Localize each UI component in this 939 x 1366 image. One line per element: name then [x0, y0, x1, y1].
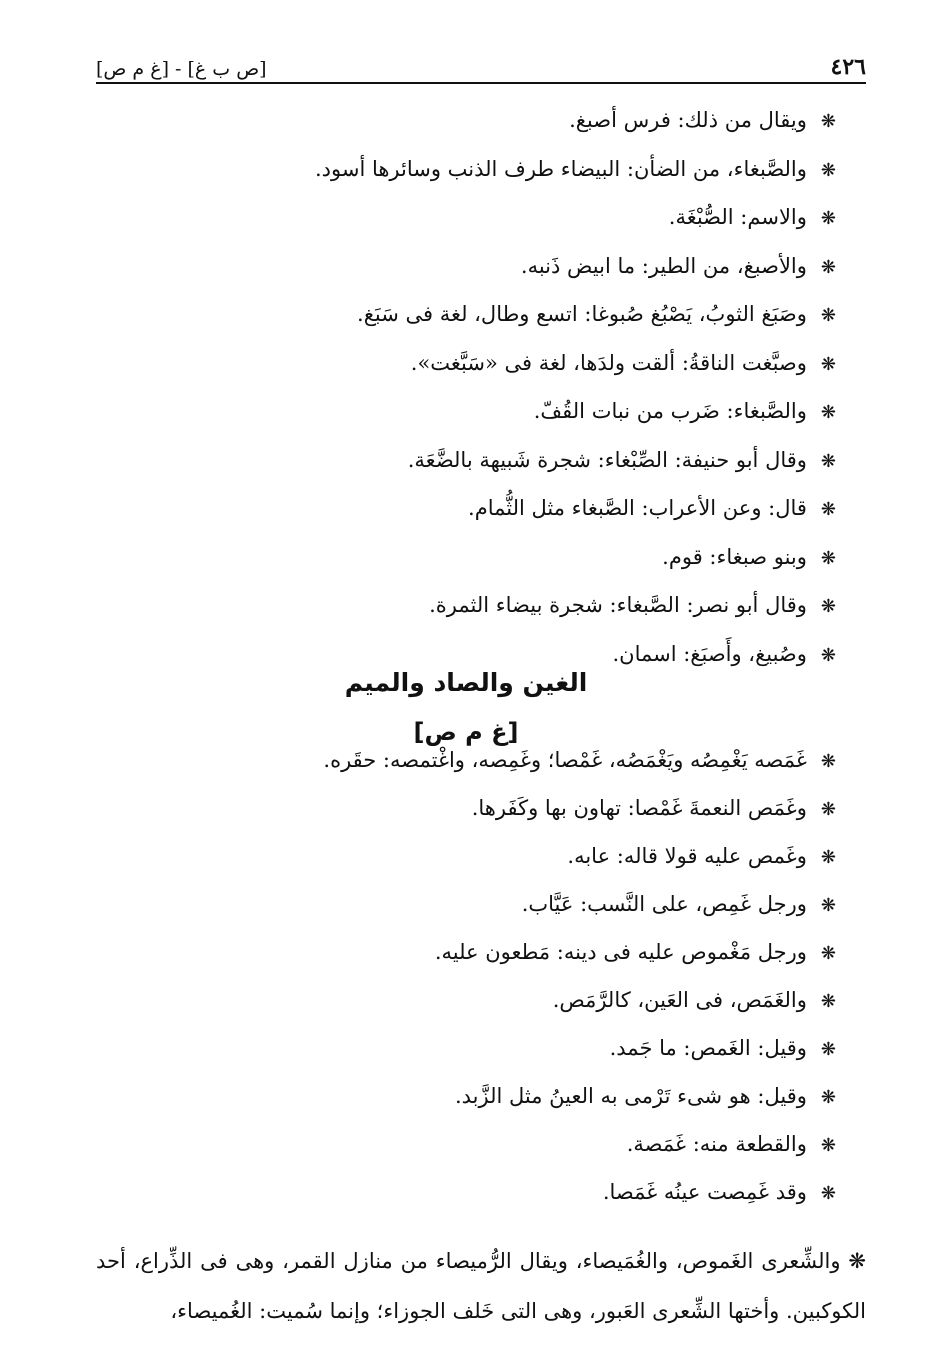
asterisk-icon: ❋ — [820, 402, 836, 423]
entry — [96, 339, 836, 388]
page-header — [96, 40, 866, 80]
header-rule — [96, 82, 866, 84]
entry — [96, 387, 836, 436]
entry-text: ويقال من ذلك: فرس أصبغ. — [569, 108, 807, 132]
entry-text: وغَمَص النعمةَ غَمْصا: تهاون بها وكَفَرها. — [471, 796, 807, 820]
asterisk-icon: ❋ — [820, 547, 836, 569]
section-title: الغين والصاد والميم — [344, 668, 588, 697]
entry — [96, 1072, 836, 1120]
entry — [96, 928, 836, 976]
entry — [96, 1168, 836, 1216]
entry — [96, 1120, 836, 1168]
asterisk-icon: ❋ — [820, 111, 836, 132]
entry — [96, 1024, 836, 1072]
entry — [96, 736, 836, 784]
entry-text: وقال أبو نصر: الصَّبغاء: شجرة بيضاء الثمرة. — [429, 593, 807, 617]
asterisk-icon: ❋ — [820, 991, 836, 1012]
asterisk-icon: ❋ — [820, 847, 836, 868]
entry-text: وبنو صبغاء: قوم. — [662, 544, 807, 569]
entry-text: وقيل: الغَمص: ما جَمد. — [609, 1036, 807, 1060]
entry-text: والغَمَص، فى العَين، كالرَّمَص. — [552, 988, 807, 1012]
entry-text: والاسم: الصُّبْغَة. — [668, 205, 807, 229]
asterisk-icon: ❋ — [820, 751, 836, 772]
asterisk-icon: ❋ — [820, 353, 836, 375]
entry — [96, 880, 836, 928]
entry-text: وقد غَمِصت عينُه غَمَصا. — [602, 1180, 807, 1204]
entry — [96, 484, 836, 533]
entry-text: ورجل مَغْموص عليه فى دينه: مَطعون عليه. — [434, 940, 807, 964]
entry — [96, 976, 836, 1024]
asterisk-icon: ❋ — [820, 644, 836, 666]
entry-text: ورجل غَمِص، على النَّسب: عَيَّاب. — [521, 892, 807, 916]
closing-paragraph: ❋ والشِّعرى الغَموص، والغُمَيصاء، ويقال الرُّميصاء من منازل القمر، وهى فى الذِّراع، أحد الكوكبين. وأختها الشِّعرى العَبور، وهى التى خَلف الجوزاء؛ وإنما سُميت: الغُميصاء، — [96, 1249, 866, 1323]
entry — [96, 533, 836, 582]
entry — [96, 145, 836, 194]
asterisk-icon: ❋ — [820, 943, 836, 964]
asterisk-icon: ❋ — [820, 305, 836, 326]
asterisk-icon: ❋ — [820, 1039, 836, 1060]
asterisk-icon: ❋ — [820, 895, 836, 916]
asterisk-icon: ❋ — [820, 208, 836, 229]
asterisk-icon: ❋ — [820, 499, 836, 520]
root-heading: [غ م ص] — [413, 718, 519, 746]
entry — [96, 193, 836, 242]
asterisk-icon: ❋ — [820, 596, 836, 617]
asterisk-icon: ❋ — [820, 450, 836, 472]
entry-text: والقطعة منه: غَمَصة. — [626, 1132, 807, 1156]
entry — [96, 436, 836, 485]
entry-text: وصبَّغت الناقةُ: ألقت ولدَها، لغة فى «سَبَّغت». — [410, 350, 807, 375]
asterisk-icon: ❋ — [820, 799, 836, 820]
entry-text: قال: وعن الأعراب: الصَّبغاء مثل الثُّمام. — [468, 496, 807, 520]
asterisk-icon: ❋ — [820, 1087, 836, 1108]
asterisk-icon: ❋ — [820, 1183, 836, 1204]
entry-list-sad-ba-ghayn — [96, 96, 836, 678]
entry — [96, 581, 836, 630]
entry-text: وغَمص عليه قولا قاله: عابه. — [567, 844, 807, 868]
entry — [96, 242, 836, 291]
entry — [96, 832, 836, 880]
entry — [96, 96, 836, 145]
entry-text: وقال أبو حنيفة: الصِّبْغاء: شجرة شَبيهة بالضَّعَة. — [407, 447, 807, 472]
entry — [96, 784, 836, 832]
asterisk-icon: ❋ — [820, 1135, 836, 1156]
entry-text: والأصبغ، من الطير: ما ابيض ذَنبه. — [520, 253, 807, 278]
running-head: [ص ب غ] - [غ م ص] — [96, 58, 267, 80]
entry-text: والصَّبغاء، من الضأن: البيضاء طرف الذنب وسائرها أسود. — [314, 156, 807, 181]
entry-text: وصُبيغ، وأَصبَغ: اسمان. — [612, 641, 807, 666]
entry-text: وصَبَغ الثوبُ، يَصْبُغ صُبوغا: اتسع وطال، لغة فى سَبَغ. — [357, 302, 807, 326]
entry-text: غَمَصه يَغْمِصُه ويَغْمَصُه، غَمْصا؛ وغَمِصه، واغْتمصه: حقَره. — [323, 748, 807, 772]
page-number: ٤٢٦ — [830, 54, 866, 80]
entry-text: وقيل: هو شىء تَرْمى به العينُ مثل الزَّبد. — [454, 1084, 807, 1108]
asterisk-icon: ❋ — [820, 159, 836, 181]
asterisk-icon: ❋ — [820, 256, 836, 278]
entry-text: والصَّبغاء: ضَرب من نبات القُفّ. — [533, 399, 807, 423]
entry — [96, 290, 836, 339]
entry-list-ghayn-mim-sad — [96, 736, 836, 1216]
